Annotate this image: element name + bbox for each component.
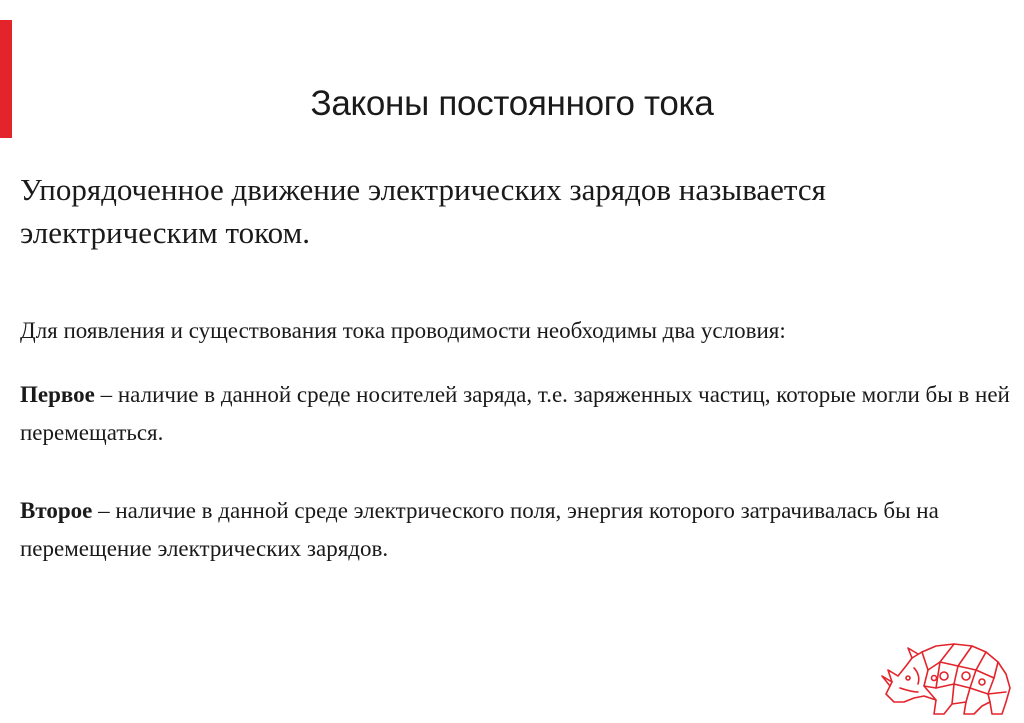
- slide-content: [20, 168, 1010, 568]
- slide-title: Законы постоянного тока: [310, 84, 714, 123]
- condition-second-text: – наличие в данной среде электрического поля, энергия которого затрачивалась бы на перемещение электрических зарядов.: [20, 498, 939, 561]
- intro-paragraph: Упорядоченное движение электрических зарядов называется электрическим током.: [20, 172, 826, 250]
- condition-first-text: – наличие в данной среде носителей заряда, т.е. заряженных частиц, которые могли бы в ней перемещаться.: [20, 382, 1010, 445]
- conditions-lead: Для появления и существования тока проводимости необходимы два условия:: [20, 318, 786, 343]
- condition-first: [20, 376, 1010, 452]
- condition-first-term: Первое: [20, 382, 95, 407]
- condition-second-term: Второе: [20, 498, 93, 523]
- rhino-logo-icon: [878, 636, 1018, 718]
- condition-second: [20, 492, 1010, 568]
